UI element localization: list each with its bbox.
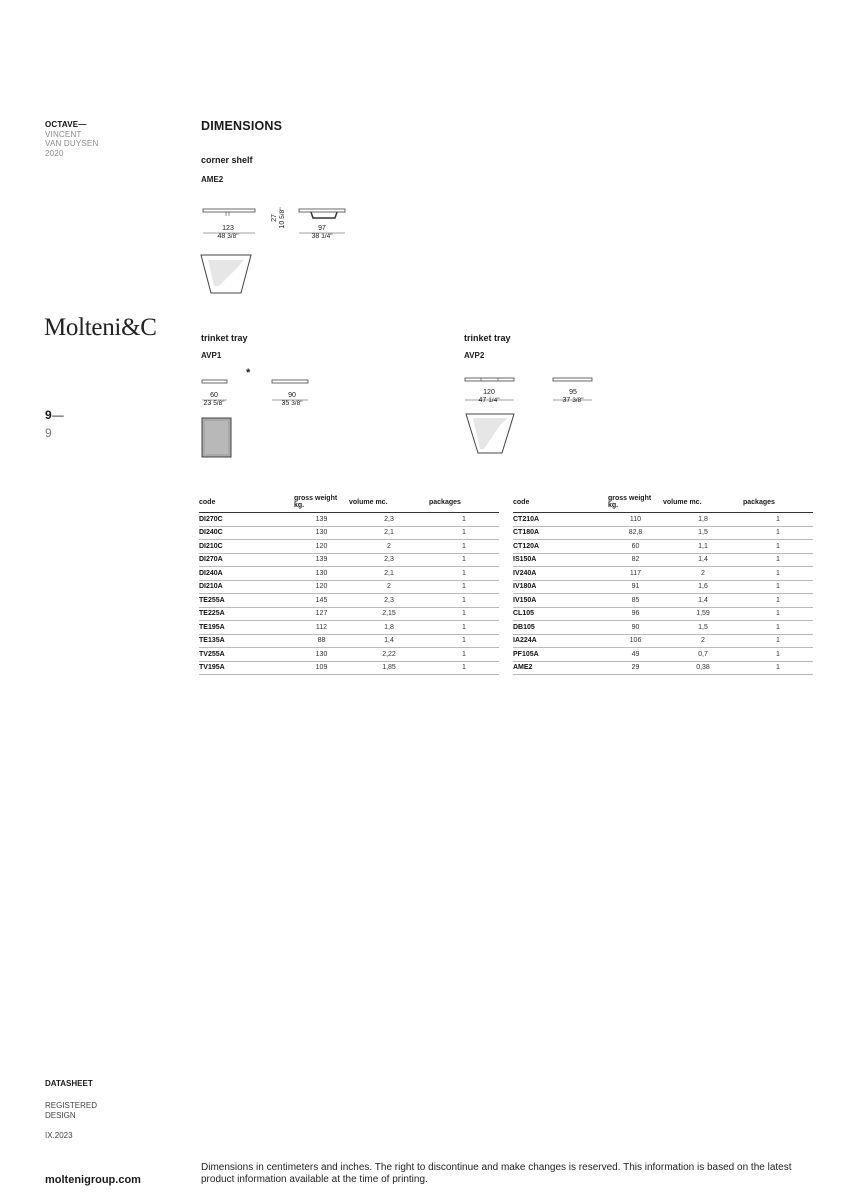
cell-volume: 2,1 [349,526,429,540]
dim-inch [272,400,312,408]
dim-inch-unit: " [236,233,239,240]
cell-volume: 1,4 [663,594,743,608]
table-row [199,594,499,608]
table-row [199,607,499,621]
cell-code: TV255A [199,648,294,662]
website-link[interactable]: moltenigroup.com [45,1174,141,1186]
dim-inch-int: 37 [562,397,571,404]
trinket-tray-avp2-drawing [462,373,597,458]
cell-packages: 1 [429,661,499,675]
cell-volume: 1,59 [663,607,743,621]
cell-weight: 112 [294,621,349,635]
table-row [513,634,813,648]
cell-packages: 1 [743,634,813,648]
cell-weight: 120 [294,540,349,554]
design-year: 2020 [45,148,64,158]
col-header-weight: gross weight kg. [294,495,349,513]
cell-volume: 2,3 [349,513,429,527]
cell-packages: 1 [743,567,813,581]
section-code-avp1: AVP1 [201,351,222,360]
dimension-label-97 [302,225,342,241]
table-row [199,621,499,635]
table-row [513,621,813,635]
product-credit [45,120,98,158]
cell-packages: 1 [429,526,499,540]
table-row [199,553,499,567]
col-header-code: code [513,495,608,513]
dimension-label-123 [208,225,248,241]
col-header-packages: packages [743,495,813,513]
cell-volume: 1,1 [663,540,743,554]
table-row [513,594,813,608]
cell-volume: 1,5 [663,621,743,635]
dim-cm: 97 [318,225,326,232]
dim-inch-unit: " [300,400,303,407]
cell-weight: 139 [294,553,349,567]
cell-packages: 1 [743,540,813,554]
cell-code: IA224A [513,634,608,648]
section-title-trinket-tray-avp1: trinket tray [201,333,248,343]
dim-inch-frac: 1/4 [488,397,498,404]
table-row [513,540,813,554]
designer-last-name: VAN DUYSEN [45,139,99,148]
print-date: IX.2023 [45,1131,73,1140]
cell-packages: 1 [429,607,499,621]
cell-weight: 117 [608,567,663,581]
cell-packages: 1 [429,540,499,554]
cell-weight: 90 [608,621,663,635]
cell-volume: 2 [663,634,743,648]
cell-code: DI240A [199,567,294,581]
dim-inch [279,198,287,238]
tray-plank [465,378,514,381]
trinket-tray-avp1-drawing [199,376,314,460]
cell-code: CT180A [513,526,608,540]
cell-packages: 1 [743,580,813,594]
cell-weight: 130 [294,526,349,540]
cell-packages: 1 [743,661,813,675]
cell-weight: 109 [294,661,349,675]
dim-inch-int: 47 [478,397,487,404]
cell-packages: 1 [743,594,813,608]
page-number-light: 9 [45,426,52,440]
registered-line-1: REGISTERED [45,1101,98,1110]
dim-inch-int: 48 [217,233,226,240]
page-number [45,408,64,422]
cell-weight: 29 [608,661,663,675]
datasheet-label: DATASHEET [45,1079,93,1088]
col-header-volume: volume mc. [663,495,743,513]
table-row [199,540,499,554]
cell-code: IV150A [513,594,608,608]
cell-code: DI270A [199,553,294,567]
cell-code: DI240C [199,526,294,540]
cell-packages: 1 [743,553,813,567]
cell-code: TV195A [199,661,294,675]
dim-cm: 60 [210,392,218,399]
cell-volume: 1,4 [349,634,429,648]
cell-code: AME2 [513,661,608,675]
cell-code: CT120A [513,540,608,554]
cell-volume: 2 [349,540,429,554]
cell-volume: 2,1 [349,567,429,581]
shelf-plan-plank [203,209,255,212]
cell-packages: 1 [429,553,499,567]
cell-volume: 1,8 [349,621,429,635]
cell-code: TE225A [199,607,294,621]
section-code-avp2: AVP2 [464,351,485,360]
dim-inch-unit: " [581,397,584,404]
dimension-label-120 [469,389,509,405]
cell-weight: 85 [608,594,663,608]
table-row [513,567,813,581]
table-row [513,607,813,621]
cell-code: IS150A [513,553,608,567]
cell-packages: 1 [429,567,499,581]
table-header-row [513,495,813,513]
table-body [513,513,813,675]
cell-packages: 1 [429,648,499,662]
dim-inch-unit: " [497,397,500,404]
cell-volume: 2,3 [349,594,429,608]
table-row [199,634,499,648]
dim-inch-frac: 3/8 [291,400,301,407]
cell-code: DI210A [199,580,294,594]
cell-packages: 1 [429,594,499,608]
col-header-weight: gross weight kg. [608,495,663,513]
cell-packages: 1 [743,607,813,621]
cell-volume: 2,22 [349,648,429,662]
cell-weight: 139 [294,513,349,527]
dimension-label-95 [553,389,593,405]
cell-weight: 82 [608,553,663,567]
cell-weight: 130 [294,567,349,581]
cell-volume: 2,15 [349,607,429,621]
cell-volume: 2,3 [349,553,429,567]
page-number-dash: — [51,408,64,422]
dim-inch-frac: 1/4 [321,233,331,240]
dim-inch [553,397,593,405]
cell-weight: 120 [294,580,349,594]
cell-code: TE255A [199,594,294,608]
table-row [513,648,813,662]
registered-design [45,1101,97,1120]
cell-weight: 91 [608,580,663,594]
cell-weight: 106 [608,634,663,648]
cell-packages: 1 [429,621,499,635]
dim-inch-frac: 5/8 [213,400,223,407]
tray-side-plank [553,378,592,381]
cell-weight: 130 [294,648,349,662]
brand-logo: Molteni&C [44,314,157,341]
dim-inch-int: 10 [279,220,286,229]
dim-inch [196,400,232,408]
dim-cm: 95 [569,389,577,396]
dim-inch [208,233,248,241]
dim-inch-unit: " [222,400,225,407]
cell-code: IV180A [513,580,608,594]
table-header-row [199,495,499,513]
table-row [513,526,813,540]
cell-code: TE135A [199,634,294,648]
shelf-side-plank [299,209,345,212]
dim-cm: 27 [271,214,278,222]
cell-weight: 60 [608,540,663,554]
table-row [199,513,499,527]
cell-packages: 1 [743,513,813,527]
dim-cm: 120 [483,389,495,396]
section-code-ame2: AME2 [201,175,224,184]
table-row [199,567,499,581]
table-row [199,580,499,594]
dim-inch [302,233,342,241]
cell-code: DI270C [199,513,294,527]
cell-code: CL105 [513,607,608,621]
cell-packages: 1 [429,634,499,648]
table-body [199,513,499,675]
cell-code: IV240A [513,567,608,581]
registered-line-2: DESIGN [45,1110,76,1120]
cell-weight: 127 [294,607,349,621]
cell-packages: 1 [743,526,813,540]
page-number-bold: 9 [45,408,52,422]
tray-plank [202,380,227,383]
cell-packages: 1 [429,513,499,527]
dim-inch-int: 38 [311,233,320,240]
cell-volume: 0,38 [663,661,743,675]
cell-code: DB105 [513,621,608,635]
dim-inch-unit: " [279,207,286,210]
table-row [199,648,499,662]
cell-code: TE195A [199,621,294,635]
cell-weight: 96 [608,607,663,621]
spec-table-right [513,495,813,675]
dim-cm: 90 [288,392,296,399]
dim-inch-int: 35 [281,400,290,407]
cell-packages: 1 [743,621,813,635]
product-name: OCTAVE [45,120,79,129]
spec-table-left [199,495,499,675]
dim-inch-frac: 3/8 [572,397,582,404]
cell-volume: 1,5 [663,526,743,540]
cell-weight: 88 [294,634,349,648]
table-row [199,526,499,540]
dimension-label-90 [272,392,312,408]
dim-cm: 123 [222,225,234,232]
table-row [513,553,813,567]
dim-inch-frac: 3/8 [227,233,237,240]
tray-side-plank [272,380,308,383]
cell-volume: 1,85 [349,661,429,675]
dim-inch-frac: 5/8 [279,209,286,219]
table-row [513,513,813,527]
col-header-code: code [199,495,294,513]
col-header-packages: packages [429,495,499,513]
asterisk-marker: * [246,367,251,379]
cell-volume: 2 [663,567,743,581]
cell-code: DI210C [199,540,294,554]
designer-first-name: VINCENT [45,129,82,139]
table-row [513,661,813,675]
cell-code: PF105A [513,648,608,662]
cell-volume: 1,4 [663,553,743,567]
cell-code: CT210A [513,513,608,527]
dimension-label-height-27 [271,198,287,238]
cell-volume: 2 [349,580,429,594]
dash: — [78,120,87,129]
table-row [199,661,499,675]
disclaimer-text: Dimensions in centimeters and inches. The right to discontinue and make changes is reserved. This information is based on the latest product information available at the time of printing. [201,1162,792,1185]
section-title-corner-shelf: corner shelf [201,155,253,165]
dim-inch-int: 23 [203,400,212,407]
cell-weight: 145 [294,594,349,608]
cell-packages: 1 [429,580,499,594]
dim-inch [469,397,509,405]
table-row [513,580,813,594]
cell-weight: 82,8 [608,526,663,540]
cell-packages: 1 [743,648,813,662]
col-header-volume: volume mc. [349,495,429,513]
dim-inch-unit: " [330,233,333,240]
cell-weight: 49 [608,648,663,662]
cell-weight: 110 [608,513,663,527]
cell-volume: 0,7 [663,648,743,662]
dimension-label-60 [196,392,232,408]
cell-volume: 1,8 [663,513,743,527]
page-title: DIMENSIONS [201,119,283,133]
cell-volume: 1,6 [663,580,743,594]
section-title-trinket-tray-avp2: trinket tray [464,333,511,343]
